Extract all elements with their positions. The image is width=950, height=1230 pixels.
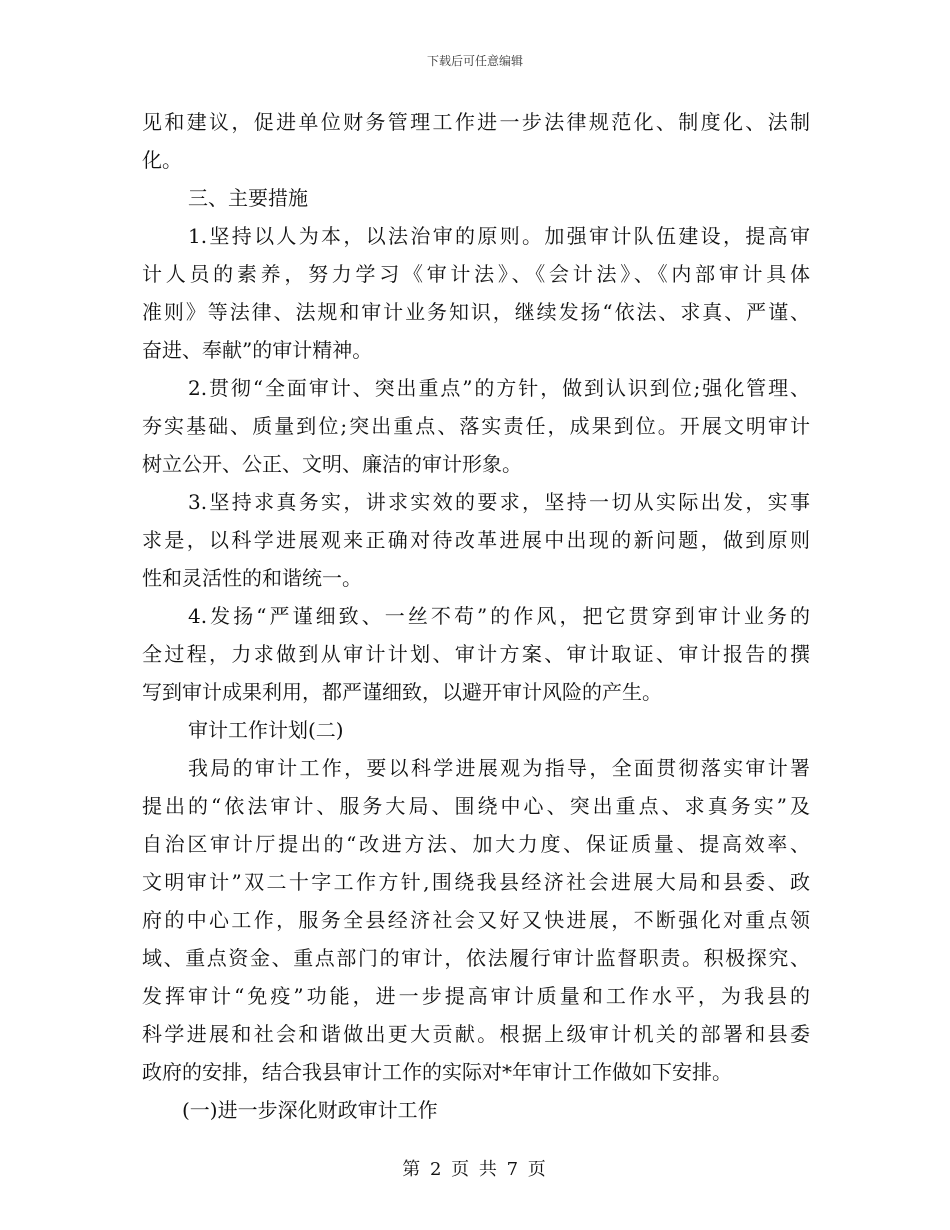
text-line: 自治区审计厅提出的“改进方法、加大力度、保证质量、提高效率、 — [142, 832, 810, 856]
section-title: 审计工作计划(二) — [188, 718, 344, 742]
text-line: 3.坚持求真务实，讲求实效的要求，坚持一切从实际出发，实事 — [188, 490, 810, 514]
text-line: 见和建议，促进单位财务管理工作进一步法律规范化、制度化、法制 — [142, 110, 810, 134]
text-line: 奋进、奉献”的审计精神。 — [142, 338, 373, 362]
text-line: 写到审计成果利用，都严谨细致，以避开审计风险的产生。 — [142, 680, 662, 704]
text-line: 府的中心工作，服务全县经济社会又好又快进展，不断强化对重点领 — [142, 908, 810, 932]
document-body — [142, 103, 810, 1129]
text-line: 求是，以科学进展观来正确对待改革进展中出现的新问题，做到原则 — [142, 528, 810, 552]
text-line: 文明审计”双二十字工作方针,围绕我县经济社会进展大局和县委、政 — [142, 870, 810, 894]
text-line: 1.坚持以人为本，以法治审的原则。加强审计队伍建设，提高审 — [188, 224, 810, 248]
page-header: 下载后可任意编辑 — [426, 54, 523, 68]
text-line: 全过程，力求做到从审计计划、审计方案、审计取证、审计报告的撰 — [142, 642, 810, 666]
text-line: 域、重点资金、重点部门的审计，依法履行审计监督职责。积极探究、 — [142, 946, 810, 970]
text-line: 树立公开、公正、文明、廉洁的审计形象。 — [142, 452, 522, 476]
text-line: 政府的安排，结合我县审计工作的实际对*年审计工作做如下安排。 — [142, 1060, 732, 1084]
text-line: 提出的“依法审计、服务大局、围绕中心、突出重点、求真务实”及 — [142, 794, 810, 818]
text-line: 计人员的素养，努力学习《审计法》、《会计法》、《内部审计具体 — [142, 262, 810, 286]
text-line: 我局的审计工作，要以科学进展观为指导，全面贯彻落实审计署 — [188, 756, 810, 780]
text-line: 科学进展和社会和谐做出更大贡献。根据上级审计机关的部署和县委 — [142, 1022, 810, 1046]
text-line: 夯实基础、质量到位;突出重点、落实责任，成果到位。开展文明审计 — [142, 414, 810, 438]
text-line: 4.发扬“严谨细致、一丝不苟”的作风，把它贯穿到审计业务的 — [188, 604, 810, 628]
text-line: 性和灵活性的和谐统一。 — [142, 566, 362, 590]
section-heading: (一)进一步深化财政审计工作 — [182, 1098, 438, 1122]
text-line: 发挥审计“免疫”功能，进一步提高审计质量和工作水平，为我县的 — [142, 984, 810, 1008]
section-heading: 三、主要措施 — [188, 186, 308, 210]
text-line: 准则》等法律、法规和审计业务知识，继续发扬“依法、求真、严谨、 — [142, 300, 810, 324]
page-number-footer: 第 2 页 共 7 页 — [402, 1159, 548, 1180]
text-line: 化。 — [142, 148, 182, 172]
text-line: 2.贯彻“全面审计、突出重点”的方针，做到认识到位;强化管理、 — [188, 376, 810, 400]
